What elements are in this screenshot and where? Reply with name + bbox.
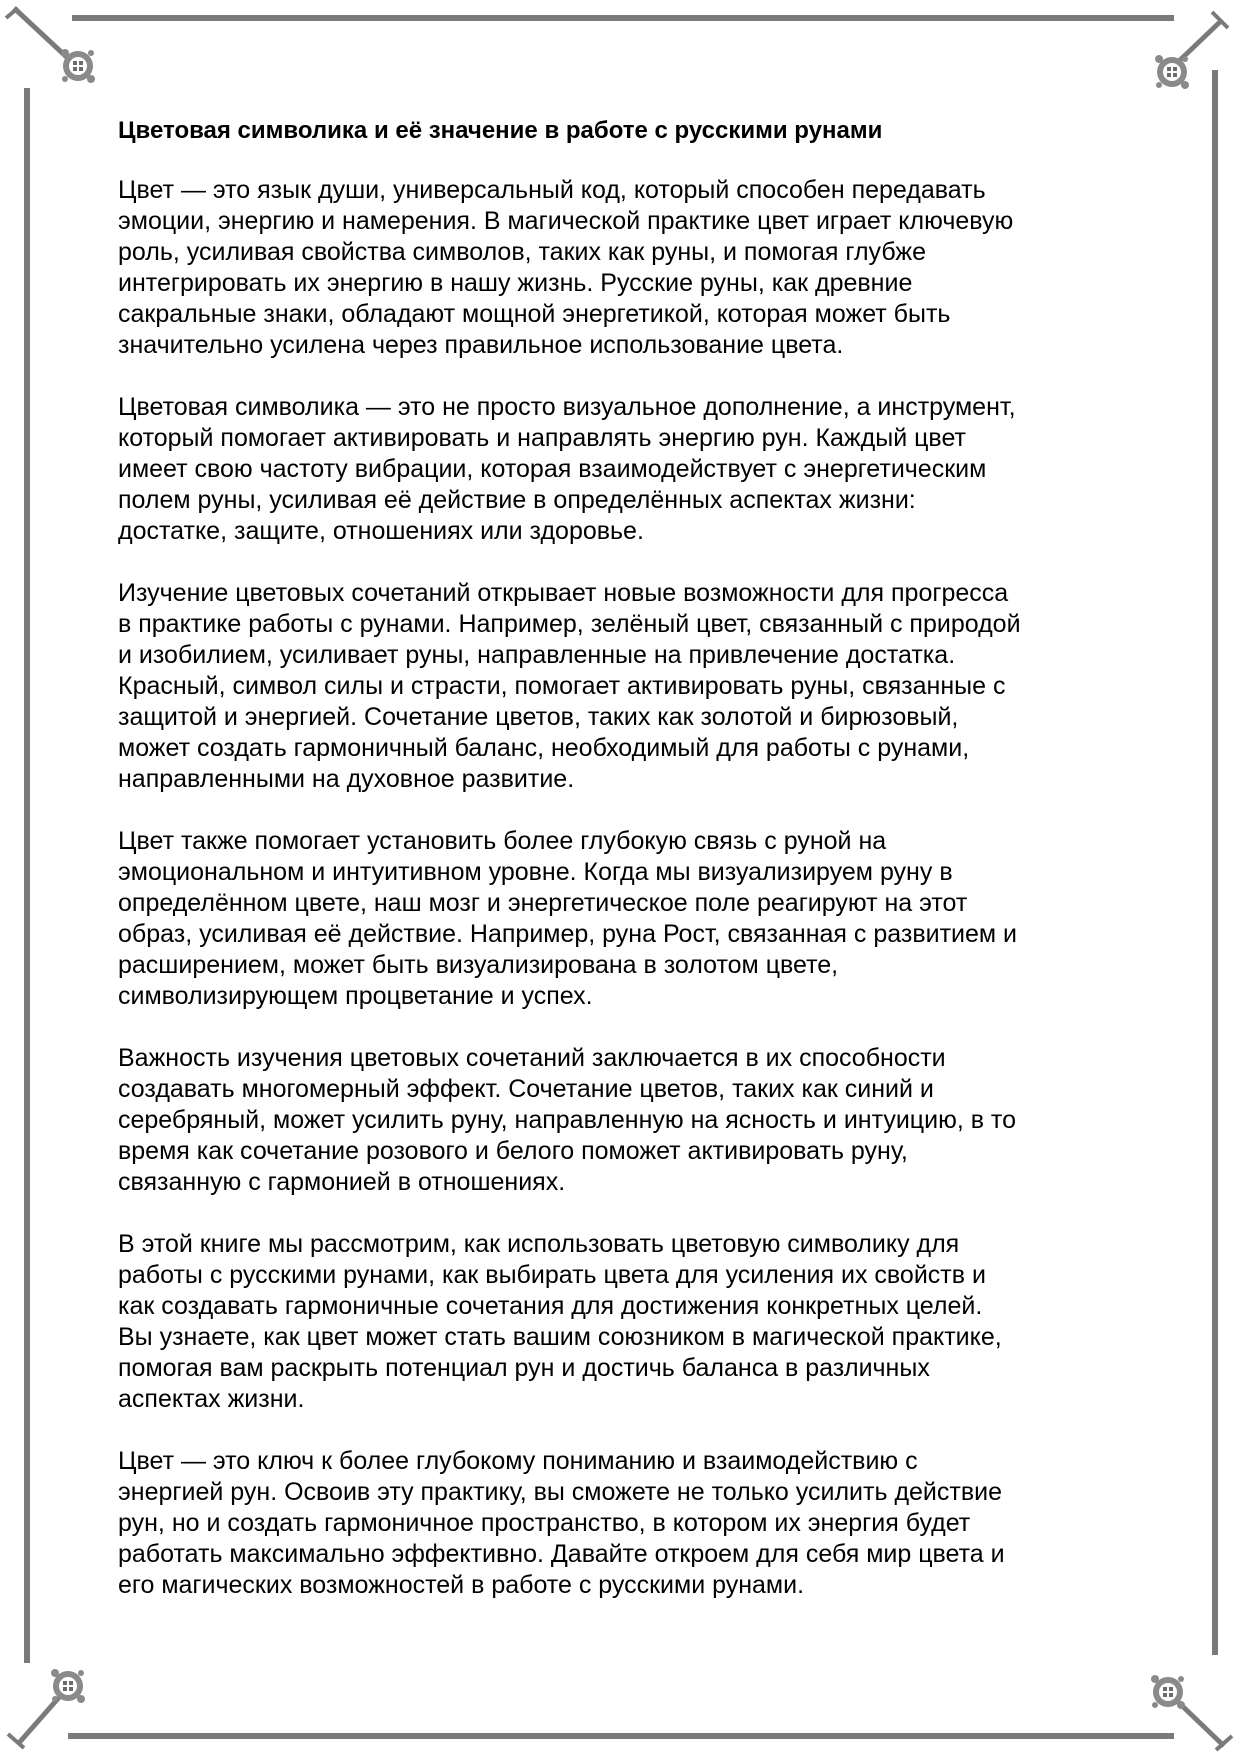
text-line: символизирующем процветание и успех. [118,982,593,1010]
text-line: Важность изучения цветовых сочетаний заключается в их способности [118,1044,946,1072]
text-line: рун, но и создать гармоничное пространство, в котором их энергия будет [118,1509,971,1537]
text-line: роль, усиливая свойства символов, таких как руны, и помогая глубже [118,238,926,266]
text-line: как создавать гармоничные сочетания для достижения конкретных целей. [118,1292,983,1320]
text-line: защитой и энергией. Сочетание цветов, таких как золотой и бирюзовый, [118,703,959,731]
text-line: направленными на духовное развитие. [118,765,575,793]
text-line: сакральные знаки, обладают мощной энергетикой, которая может быть [118,300,951,328]
text-line: Цвет — это ключ к более глубокому пониманию и взаимодействию с [118,1447,918,1475]
text-line: Изучение цветовых сочетаний открывает новые возможности для прогресса [118,579,1009,607]
paragraph [118,175,1128,361]
text-line: аспектах жизни. [118,1385,305,1413]
text-line: работать максимально эффективно. Давайте откроем для себя мир цвета и [118,1540,1005,1568]
text-line: создавать многомерный эффект. Сочетание цветов, таких как синий и [118,1075,934,1103]
text-line: время как сочетание розового и белого поможет активировать руну, [118,1137,908,1165]
text-line: Цветовая символика — это не просто визуальное дополнение, а инструмент, [118,393,1016,421]
text-line: расширением, может быть визуализирована в золотом цвете, [118,951,839,979]
text-line: Цвет также помогает установить более глубокую связь с руной на [118,827,887,855]
text-line: Вы узнаете, как цвет может стать вашим союзником в магической практике, [118,1323,1002,1351]
text-line: определённом цвете, наш мозг и энергетическое поле реагируют на этот [118,889,968,917]
text-line: помогая вам раскрыть потенциал рун и достичь баланса в различных [118,1354,930,1382]
border-left [24,88,30,1663]
document-title: Цветовая символика и её значение в работе с русскими рунами [118,117,883,144]
paragraph [118,1229,1128,1415]
text-line: в практике работы с рунами. Например, зелёный цвет, связанный с природой [118,610,1021,638]
paragraph [118,826,1128,1012]
text-line: серебряный, может усилить руну, направленную на ясность и интуицию, в то [118,1106,1017,1134]
border-right [1212,70,1218,1655]
text-line: энергией рун. Освоив эту практику, вы сможете не только усилить действие [118,1478,1002,1506]
border-bottom [68,1733,1174,1739]
text-line: может создать гармоничный баланс, необходимый для работы с рунами, [118,734,970,762]
text-line: Красный, символ силы и страсти, помогает активировать руны, связанные с [118,672,1006,700]
text-line: эмоциональном и интуитивном уровне. Когда мы визуализируем руну в [118,858,953,886]
text-line: имеет свою частоту вибрации, которая взаимодействует с энергетическим [118,455,987,483]
paragraph [118,578,1128,795]
text-line: и изобилием, усиливает руны, направленные на привлечение достатка. [118,641,956,669]
text-line: достатке, защите, отношениях или здоровье. [118,517,644,545]
paragraph [118,1446,1128,1601]
text-line: эмоции, энергию и намерения. В магической практике цвет играет ключевую [118,207,1014,235]
border-top [72,15,1174,21]
text-line: полем руны, усиливая её действие в определённых аспектах жизни: [118,486,916,514]
text-line: связанную с гармонией в отношениях. [118,1168,566,1196]
text-line: образ, усиливая её действие. Например, руна Рост, связанная с развитием и [118,920,1018,948]
paragraph [118,1043,1128,1198]
paragraph [118,392,1128,547]
document-body [118,113,1128,1632]
text-line: Цвет — это язык души, универсальный код, который способен передавать [118,176,986,204]
text-line: В этой книге мы рассмотрим, как использовать цветовую символику для [118,1230,960,1258]
text-line: работы с русскими рунами, как выбирать цвета для усиления их свойств и [118,1261,986,1289]
text-line: который помогает активировать и направлять энергию рун. Каждый цвет [118,424,966,452]
text-line: значительно усилена через правильное использование цвета. [118,331,844,359]
text-line: интегрировать их энергию в нашу жизнь. Русские руны, как древние [118,269,913,297]
text-line: его магических возможностей в работе с русскими рунами. [118,1571,805,1599]
